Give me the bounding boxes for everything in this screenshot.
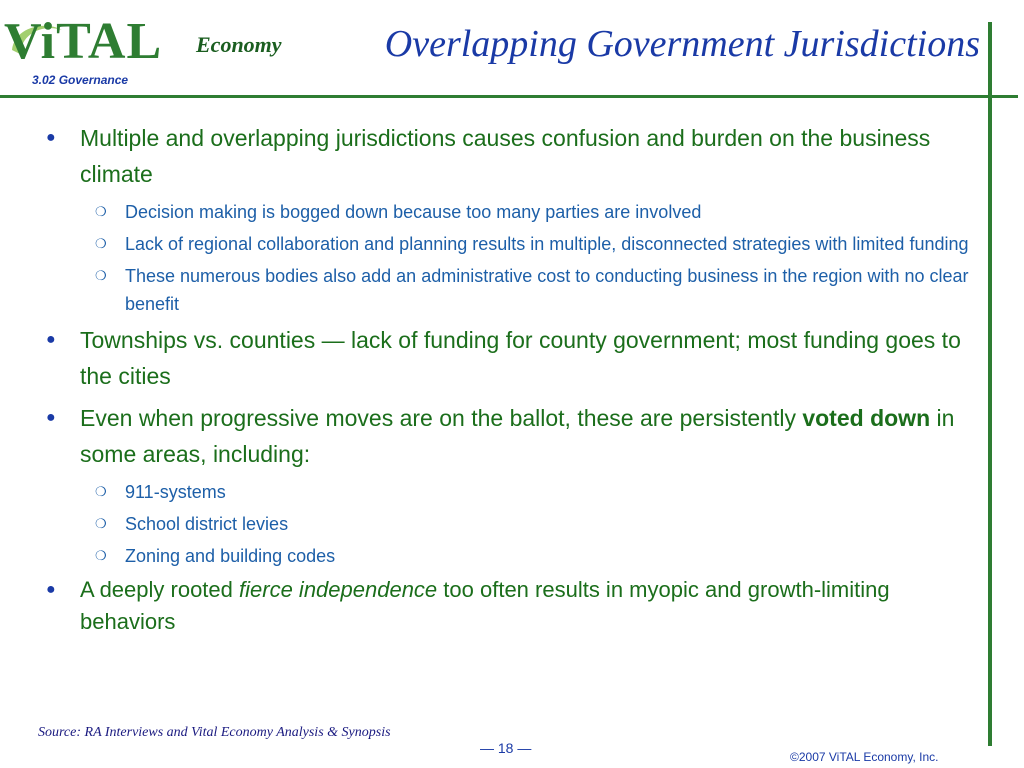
hollow-circle-icon: ❍ (95, 548, 107, 563)
vital-economy-logo (4, 12, 294, 70)
sub-bullet (40, 478, 975, 506)
bullet-1-text: Multiple and overlapping jurisdictions causes confusion and burden on the business climate (80, 125, 931, 187)
sub-bullet-text: These numerous bodies also add an administrative cost to conducting business in the region with no clear benefit (125, 266, 969, 314)
hollow-circle-icon: ❍ (95, 516, 107, 531)
sub-bullet-text: 911-systems (125, 482, 226, 502)
slide-title: Overlapping Government Jurisdictions (384, 23, 980, 65)
sub-bullet-text: School district levies (125, 514, 289, 534)
bullet-4-text-post: too often results in myopic and growth-limiting behaviors (80, 577, 890, 634)
copyright: ©2007 ViTAL Economy, Inc. (790, 750, 939, 764)
bullet-2 (40, 322, 975, 394)
bullet-3-text-bold: voted down (802, 405, 931, 431)
bullet-4-text-italic: fierce independence (239, 577, 438, 602)
bullet-1 (40, 120, 975, 192)
horizontal-rule (0, 95, 1018, 98)
bullet-3 (40, 400, 975, 472)
logo-economy-text: Economy (196, 32, 282, 57)
sub-bullet (40, 510, 975, 538)
vertical-rule (988, 22, 992, 746)
sub-bullet (40, 262, 975, 318)
bullet-dot-icon: ● (46, 331, 56, 348)
section-label: 3.02 Governance (32, 73, 129, 87)
bullet-4-text-pre: A deeply rooted (80, 577, 240, 602)
slide-content (40, 120, 975, 644)
sub-bullet (40, 542, 975, 570)
sub-bullet (40, 198, 975, 226)
source-note: Source: RA Interviews and Vital Economy Analysis & Synopsis (38, 725, 391, 740)
hollow-circle-icon: ❍ (95, 268, 107, 283)
sub-bullet-text: Lack of regional collaboration and planning results in multiple, disconnected strategies with limited funding (125, 234, 969, 254)
bullet-2-text: Townships vs. counties — lack of funding for county government; most funding goes to the cities (80, 327, 961, 389)
hollow-circle-icon: ❍ (95, 204, 107, 219)
page-number: — 18 — (480, 740, 532, 756)
bullet-dot-icon: ● (46, 409, 56, 426)
hollow-circle-icon: ❍ (95, 236, 107, 251)
bullet-dot-icon: ● (46, 129, 56, 146)
logo-vital-text: ViTAL (4, 13, 163, 70)
bullet-4 (40, 574, 975, 638)
bullet-dot-icon: ● (46, 581, 56, 598)
sub-bullet (40, 230, 975, 258)
sub-bullet-text: Decision making is bogged down because too many parties are involved (125, 202, 702, 222)
hollow-circle-icon: ❍ (95, 484, 107, 499)
bullet-3-text-pre: Even when progressive moves are on the ballot, these are persistently (80, 405, 796, 431)
bullet-3-text-post: in some areas, including: (80, 405, 955, 467)
sub-bullet-text: Zoning and building codes (125, 546, 336, 566)
